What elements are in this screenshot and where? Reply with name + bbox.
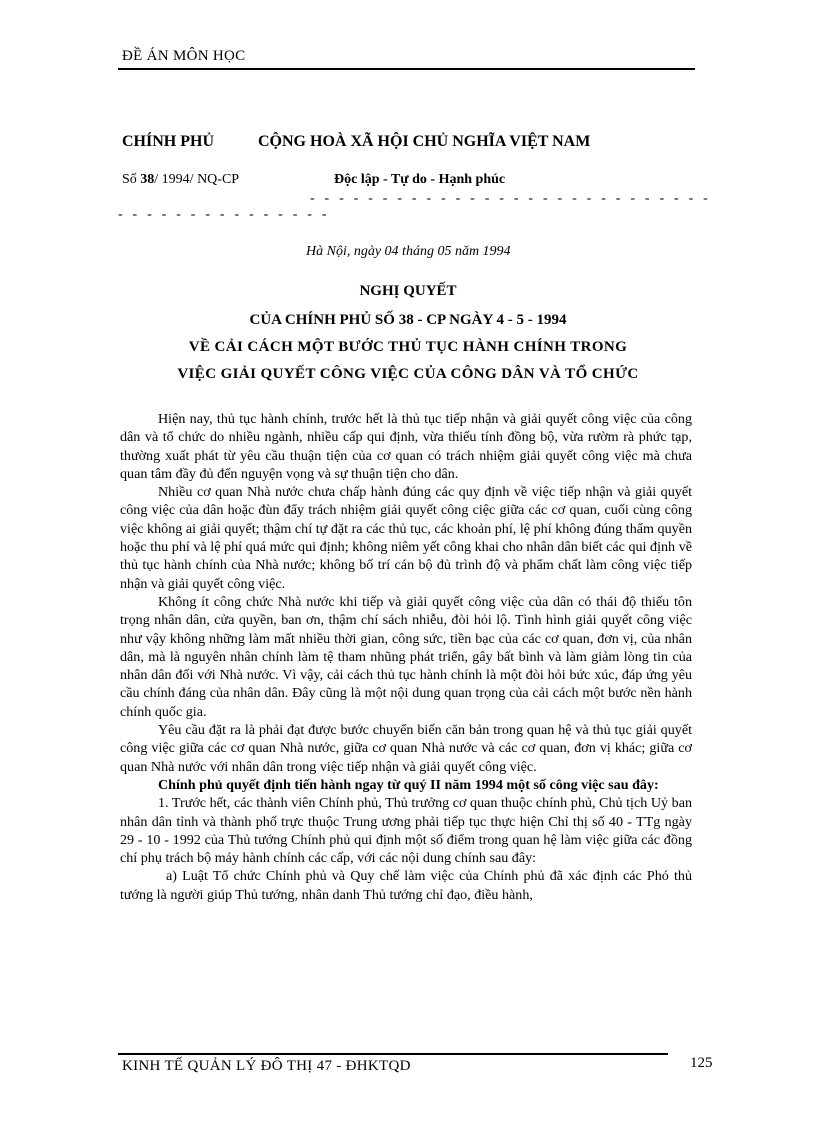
- title-line-3: VỀ CẢI CÁCH MỘT BƯỚC THỦ TỤC HÀNH CHÍNH TRONG: [188, 339, 628, 355]
- footer-rule: [118, 1053, 668, 1055]
- document-number: [122, 172, 239, 188]
- doc-number-prefix: Số: [122, 172, 141, 187]
- title-line-2: CỦA CHÍNH PHỦ SỐ 38 - CP NGÀY 4 - 5 - 1994: [249, 312, 567, 328]
- dash-separator-2: - - - - - - - - - - - - - - -: [118, 207, 330, 222]
- page-number: 125: [690, 1055, 713, 1071]
- dateline: Hà Nội, ngày 04 tháng 05 năm 1994: [306, 244, 511, 259]
- title-line-1: NGHỊ QUYẾT: [359, 283, 457, 299]
- paragraph-2: Nhiều cơ quan Nhà nước chưa chấp hành đúng các quy định về việc tiếp nhận và giải quyết công việc của dân hoặc đùn đẩy trách nhiệm giải quyết công ciệc giữa các cơ quan, cuối cùng công việc không ai giải quyết; thậm chí tự đặt ra các thủ tục, các khoản phí, lệ phí không đúng thẩm quyền hoặc thu phí và lệ phí quá mức qui định; không niêm yết công khai cho nhân dân biết các qui định về thủ tục hành chính của Nhà nước; không bố trí cán bộ đủ trình độ và phẩm chất làm công việc tiếp nhận và giải quyết công việc.: [120, 484, 692, 592]
- running-header: ĐỀ ÁN MÔN HỌC: [122, 48, 246, 64]
- doc-number-suffix: / 1994/ NQ-CP: [154, 172, 240, 187]
- nation-name: CỘNG HOÀ XÃ HỘI CHỦ NGHĨA VIỆT NAM: [258, 133, 591, 150]
- body-text: [120, 410, 692, 904]
- paragraph-4: Yêu cầu đặt ra là phải đạt được bước chuyển biến căn bản trong quan hệ và thủ tục giải quyết công việc giữa các cơ quan Nhà nước, giữa cơ quan Nhà nước và các cơ quan, đơn vị khác; giữa cơ quan Nhà nước với nhân dân trong việc tiếp nhận và giải quyết công việc.: [120, 722, 692, 775]
- paragraph-5-decision: Chính phủ quyết định tiến hành ngay từ quý II năm 1994 một số công việc sau đây:: [158, 776, 659, 793]
- paragraph-7: a) Luật Tổ chức Chính phủ và Quy chế làm việc của Chính phủ đã xác định các Phó thủ tướng là người giúp Thủ tướng, nhân danh Thủ tướng chỉ đạo, điều hành,: [120, 868, 692, 903]
- national-motto: Độc lập - Tự do - Hạnh phúc: [334, 172, 506, 187]
- title-line-4: VIỆC GIẢI QUYẾT CÔNG VIỆC CỦA CÔNG DÂN VÀ TỔ CHỨC: [177, 366, 639, 382]
- paragraph-3: Không ít công chức Nhà nước khi tiếp và giải quyết công việc của dân có thái độ thiếu tôn trọng nhân dân, cửa quyền, ban ơn, thậm chí sách nhiễu, đòi hỏi lộ. Tình hình giải quyết công việc như vậy không những làm mất nhiều thời gian, công sức, tiền bạc của các cơ quan, đơn vị, của nhân dân, mà là nguyên nhân chính làm tệ tham nhũng phát triển, gây bất bình và làm giảm lòng tin của nhân dân đối với Nhà nước. Vì vậy, cải cách thủ tục hành chính là một đòi hỏi bức xúc, đáp ứng yêu cầu chính đáng của nhân dân. Đây cũng là một nội dung quan trọng của cải cách một bước nền hành chính quốc gia.: [120, 593, 692, 720]
- doc-number-bold: 38: [140, 172, 155, 187]
- paragraph-1: Hiện nay, thủ tục hành chính, trước hết là thủ tục tiếp nhận và giải quyết công việc của công dân và tổ chức do nhiều ngành, nhiều cấp qui định, vừa thiếu tính đồng bộ, vừa rườm rà phức tạp, thường xuất phát từ yêu cầu thuận tiện của cơ quan có trách nhiệm giải quyết công việc mà chưa quan tâm đầy đủ đến nguyện vọng và sự thuận tiện cho dân.: [120, 411, 692, 482]
- paragraph-6: 1. Trước hết, các thành viên Chính phủ, Thủ trưởng cơ quan thuộc chính phủ, Chủ tịch Uỷ ban nhân dân tỉnh và thành phố trực thuộc Trung ương phải tiếp tục thực hiện Chỉ thị số 40 - TTg ngày 29 - 10 - 1992 của Thủ tướng Chính phủ qui định một số điểm trong quan hệ làm việc giữa các đồng chí phụ trách bộ máy hành chính các cấp, với các nội dung chính sau đây:: [120, 795, 692, 867]
- issuer: CHÍNH PHỦ: [122, 133, 214, 150]
- running-footer: KINH TẾ QUẢN LÝ ĐÔ THỊ 47 - ĐHKTQD: [122, 1058, 411, 1074]
- header-rule: [118, 68, 695, 70]
- dash-separator-1: - - - - - - - - - - - - - - - - - - - - - - - - - - - -: [310, 191, 712, 206]
